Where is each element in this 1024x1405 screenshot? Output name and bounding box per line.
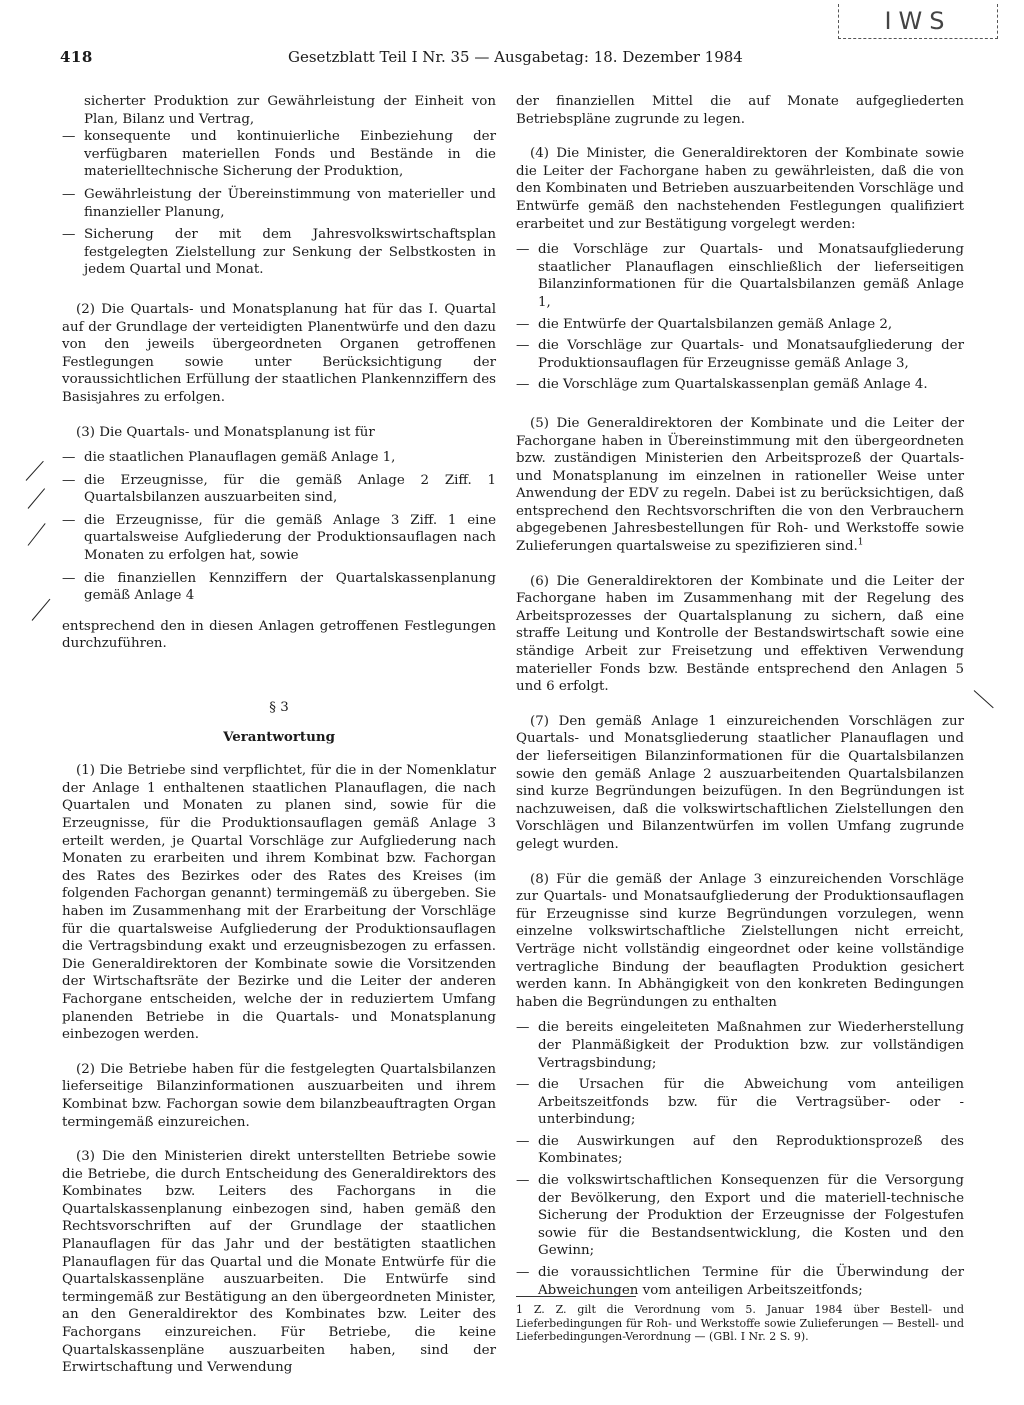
list-item [62, 570, 496, 605]
margin-mark [28, 523, 46, 546]
right-column [516, 93, 964, 1303]
list-item-text: die Entwürfe der Quartalsbilanzen gemäß Anlage 2, [538, 316, 893, 332]
list-item [62, 128, 496, 181]
list-item [516, 337, 964, 372]
list-item [62, 512, 496, 565]
list-item-text: die Vorschläge zur Quartals- und Monatsaufgliederung der Produktionsauflagen für Erzeugnisse gemäß Anlage 3, [538, 338, 964, 371]
list-item-text: die Ursachen für die Abweichung vom anteiligen Arbeitszeitfonds bzw. für die Vertragsüber- oder -unterbindung; [538, 1077, 964, 1128]
paragraph-7: (7) Den gemäß Anlage 1 einzureichenden Vorschlägen zur Quartals- und Monatsgliederung staatlicher Planauflagen und der lieferseitigen Bilanzinformationen für die Quartalsbilanzen sowie den gemäß Anlage 2 auszuarbeitenden Quartalsbilanzen sind kurze Begründungen beizufügen. In den Begründungen ist nachzuweisen, daß die volkswirtschaftlichen Zielstellungen den Vorschlägen und Bilanzentwürfen im vollen Umfang zugrunde gelegt wurden. [516, 713, 964, 852]
section-3-paragraph-1: (1) Die Betriebe sind verpflichtet, für die in der Nomenklatur der Anlage 1 enthaltenen staatlichen Planauflagen, die nach Quartalen und Monaten zu planen sind, sowie für die Erzeugnisse, für die Produktionsauflagen gemäß Anlage 3 erteilt werden, je Quartal Vorschläge zur Aufgliederung nach Monaten zu erarbeiten und ihrem Kombinat bzw. Fachorgan des Rates des Bezirkes oder des Rates des Kreises (im folgenden Fachorgan genannt) termingemäß zu übergeben. Sie haben im Zusammenhang mit der Erarbeitung der Vorschläge für die quartalsweise Aufgliederung der Produktionsauflagen die Vertragsbindung exakt und erzeugnisbezogen zu erfassen. Die Generaldirektoren der Kombinate sowie die Vorsitzenden der Wirtschaftsräte der Bezirke und die Leiter der anderen Fachorgane entscheiden, welche der in reduziertem Umfang planenden Betriebe in die Quartals- und Monatsplanung einbezogen werden. [62, 763, 496, 1043]
margin-mark [26, 461, 44, 481]
footnote-rule [516, 1296, 636, 1297]
paragraph-3: (3) Die Quartals- und Monatsplanung ist für [76, 424, 375, 440]
paragraph-5 [516, 415, 964, 556]
margin-mark [28, 488, 45, 509]
list-item [516, 1264, 964, 1299]
running-head: Gesetzblatt Teil I Nr. 35 — Ausgabetag: 18. Dezember 1984 [288, 48, 743, 66]
section-3-paragraph-3: (3) Die den Ministerien direkt unterstellten Betriebe sowie die Betriebe, die durch Entscheidung des Generaldirektors des Kombinates bzw. Leiters des Fachorgans in die Quartalskassenplanung einbezogen sind, haben gemäß den Rechtsvorschriften auf der Grundlage der staatlichen Planauflagen für das Jahr und der bestätigten staatlichen Planauflagen für das Quartal und die Monate Entwürfe für die Quartalskassenpläne auszuarbeiten. Die Entwürfe sind termingemäß zur Bestätigung an den übergeordneten Minister, an den Generaldirektor des Kombinates bzw. Leiter des Fachorgans einzureichen. Für Betriebe, die keine Quartalskassenpläne auszuarbeiten haben, sind der Erwirtschaftung und Verwendung [62, 1149, 496, 1376]
archive-stamp: IWS [838, 4, 998, 39]
list-item-text: die volkswirtschaftlichen Konsequenzen für die Versorgung der Bevölkerung, den Export und die materiell-technische Sicherung der Produktion der Erzeugnisse der Folgestufen sowie für die Bestandsentwicklung, die Kosten und den Gewinn; [538, 1173, 964, 1259]
list-item-text: Sicherung der mit dem Jahresvolkswirtschaftsplan festgelegten Zielstellung zur Senkung der Selbstkosten in jedem Quartal und Monat. [84, 227, 496, 278]
paragraph-3-conclusion: entsprechend den in diesen Anlagen getroffenen Festlegungen durchzuführen. [62, 618, 496, 652]
dash-bullet: — [516, 1133, 530, 1149]
list-item-text: die Erzeugnisse, für die gemäß Anlage 2 Ziff. 1 Quartalsbilanzen auszuarbeiten sind, [84, 472, 496, 506]
paragraph-4: (4) Die Minister, die Generaldirektoren der Kombinate sowie die Leiter der Fachorgane haben zu gewährleisten, daß die von den Kombinaten und Betrieben auszuarbeitenden Vorschläge und Entwürfe gemäß den nachstehenden Festlegungen qualifiziert erarbeitet und zur Bestätigung vorgelegt werden: [516, 146, 964, 232]
section-3-paragraph-2: (2) Die Betriebe haben für die festgelegten Quartalsbilanzen lieferseitige Bilanzinformationen auszuarbeiten und ihrem Kombinat bzw. Fachorgan sowie dem bilanzbeauftragten Organ termingemäß einzureichen. [62, 1061, 496, 1130]
dash-bullet: — [516, 377, 530, 393]
dash-bullet: — [516, 316, 530, 332]
section-title: Verantwortung [223, 728, 335, 745]
dash-bullet: — [516, 338, 530, 354]
paragraph-8: (8) Für die gemäß der Anlage 3 einzureichenden Vorschläge zur Quartals- und Monatsaufgliederung der Produktionsauflagen für Erzeugnisse sind kurze Begründungen vorzulegen, wenn einzelne volkswirtschaftliche Zielstellungen nicht erreicht, Verträge nicht vollständig eingeordnet oder keine vollständige vertragliche Bindung der beauflagten Produktion gesichert werden kann. In Abhängigkeit von den konkreten Bedingungen haben die Begründungen zu enthalten [516, 871, 964, 1010]
list-item-text: die Vorschläge zum Quartalskassenplan gemäß Anlage 4. [538, 377, 928, 393]
footnote: 1 Z. Z. gilt die Verordnung vom 5. Januar 1984 über Bestell- und Lieferbedingungen für Roh- und Werkstoffe sowie Zulieferungen — Bestell- und Lieferbedingungen-Verordnung — (GBl. I Nr. 2 S. 9). [516, 1303, 964, 1343]
list-item-text: die bereits eingeleiteten Maßnahmen zur Wiederherstellung der Planmäßigkeit der Produktion bzw. zur vollständigen Vertragsbindung; [538, 1020, 964, 1071]
list-item-text: die voraussichtlichen Termine für die Überwindung der Abweichungen vom anteiligen Arbeitszeitfonds; [538, 1265, 964, 1298]
paragraph-5-text: (5) Die Generaldirektoren der Kombinate und die Leiter der Fachorgane haben in Übereinstimmung mit den übergeordneten bzw. zuständigen Ministerien den Arbeitsprozeß der Quartals- und Monatsplanung im einzelnen in rationeller Weise unter Anwendung der EDV zu regeln. Dabei ist zu berücksichtigen, daß entsprechend den Rechtsvorschriften die von den Verbrauchern abgegebenen Jahresbestellungen für Roh- und Werkstoffe sowie Zulieferungen quartalsweise zu spezifizieren sind. [516, 415, 964, 555]
list-item [516, 1133, 964, 1168]
list-item-text: die Vorschläge zur Quartals- und Monatsaufgliederung staatlicher Planauflagen einschließlich der lieferseitigen Bilanzinformationen für die Quartalsbilanzen gemäß Anlage 1, [538, 242, 964, 310]
list-item [516, 1076, 964, 1129]
section-number: § 3 [269, 700, 289, 716]
list-item [516, 1172, 964, 1260]
continued-list-item: sicherter Produktion zur Gewährleistung der Einheit von Plan, Bilanz und Vertrag, [84, 94, 496, 127]
continued-paragraph: der finanziellen Mittel die auf Monate aufgegliederten Betriebspläne zugrunde zu legen. [516, 94, 964, 127]
list-item-text: die Erzeugnisse, für die gemäß Anlage 3 Ziff. 1 eine quartalsweise Aufgliederung der Produktionsauflagen nach Monaten zu erfolgen hat, sowie [84, 512, 496, 564]
dash-bullet: — [62, 512, 76, 528]
dash-bullet: — [62, 186, 76, 202]
left-column [62, 93, 496, 1377]
margin-mark [32, 599, 51, 621]
footnote-reference: 1 [857, 537, 864, 548]
dash-bullet: — [62, 227, 76, 243]
list-item-text: die Auswirkungen auf den Reproduktionsprozeß des Kombinates; [538, 1133, 964, 1167]
paragraph-2: (2) Die Quartals- und Monatsplanung hat für das I. Quartal auf der Grundlage der verteidigten Planentwürfe und den dazu von den jeweils übergeordneten Organen getroffenen Festlegungen sowie unter Berücksichtigung der voraussichtlichen Erfüllung der staatlichen Plankennziffern des Basisjahres zu erfolgen. [62, 301, 496, 405]
list-item [516, 1019, 964, 1072]
list-item [62, 186, 496, 221]
dash-bullet: — [516, 1173, 530, 1189]
list-item [62, 449, 496, 467]
dash-bullet: — [62, 472, 76, 488]
list-item [516, 316, 964, 334]
dash-bullet: — [516, 1265, 530, 1281]
dash-bullet: — [62, 129, 76, 145]
page-number: 418 [60, 48, 93, 66]
list-item-text: die finanziellen Kennziffern der Quartalskassenplanung gemäß Anlage 4 [84, 570, 496, 604]
list-item [62, 472, 496, 507]
list-item-text: die staatlichen Planauflagen gemäß Anlage 1, [84, 450, 396, 466]
list-item [62, 226, 496, 279]
margin-mark [974, 690, 994, 708]
dash-bullet: — [516, 1020, 530, 1036]
dash-bullet: — [516, 1077, 530, 1093]
dash-bullet: — [516, 242, 530, 258]
dash-bullet: — [62, 570, 76, 586]
list-item [516, 376, 964, 394]
list-item-text: konsequente und kontinuierliche Einbeziehung der verfügbaren materiellen Fonds und Bestände in die materielltechnische Sicherung der Produktion, [84, 129, 496, 180]
list-item [516, 241, 964, 311]
dash-bullet: — [62, 450, 76, 466]
paragraph-6: (6) Die Generaldirektoren der Kombinate und die Leiter der Fachorgane haben im Zusammenhang mit der Regelung des Arbeitsprozesses der Quartalsplanung zu sichern, daß eine straffe Leitung und Kontrolle der Bestandswirtschaft sowie eine ständige Arbeit zur Freisetzung und effektiven Verwendung materieller Fonds bzw. Bestände entsprechend den Anlagen 5 und 6 erfolgt. [516, 573, 964, 695]
list-item-text: Gewährleistung der Übereinstimmung von materieller und finanzieller Planung, [84, 186, 496, 220]
